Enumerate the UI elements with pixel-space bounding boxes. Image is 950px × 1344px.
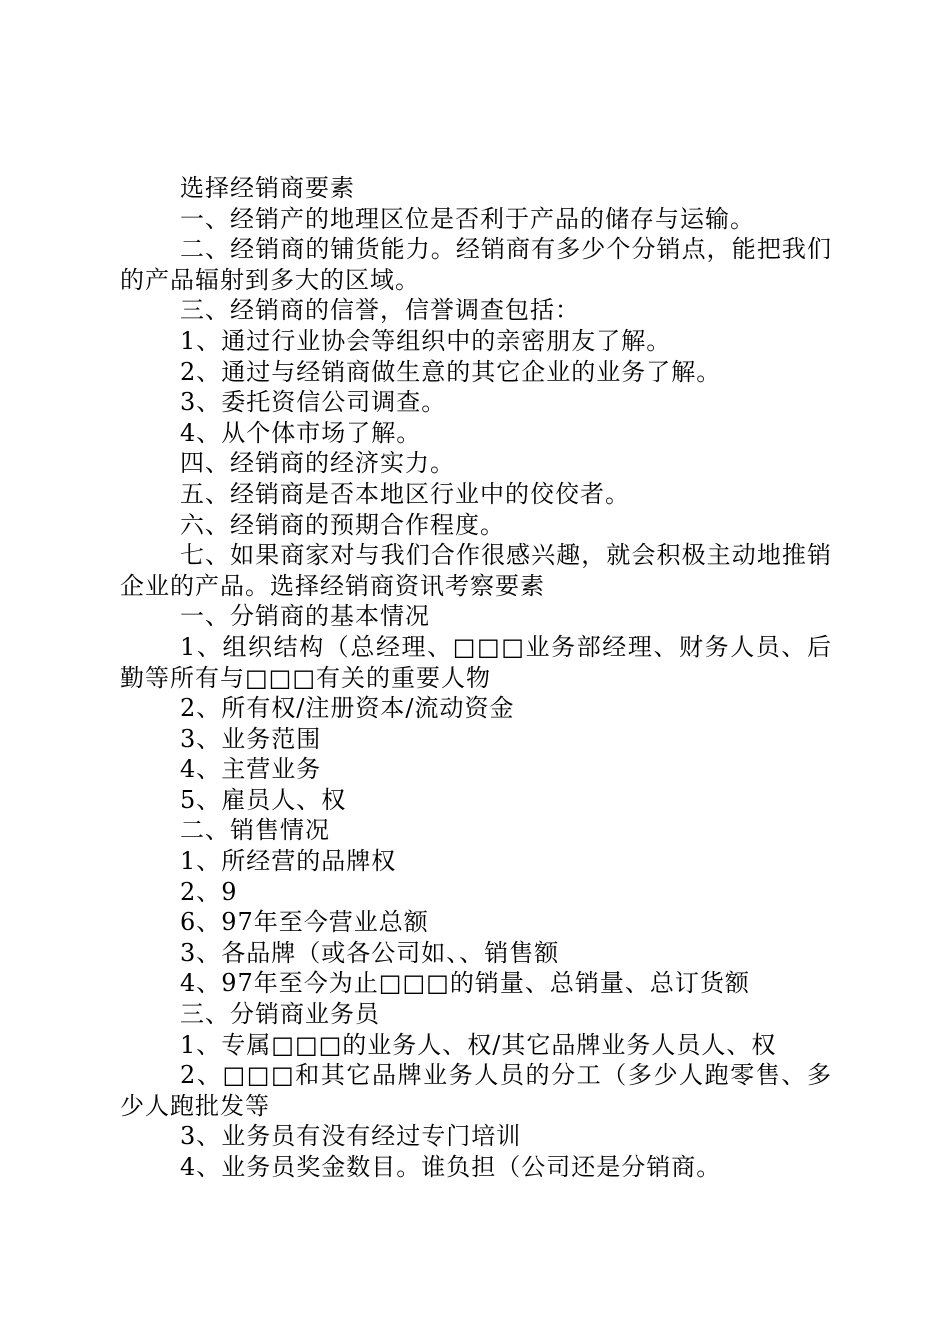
paragraph: 二、经销商的铺货能力。经销商有多少个分销点，能把我们的产品辐射到多大的区域。 [120, 235, 832, 294]
paragraph: 1、通过行业协会等组织中的亲密朋友了解。 [180, 326, 672, 355]
paragraph: 2、通过与经销商做生意的其它企业的业务了解。 [180, 357, 722, 386]
paragraph: 4、业务员奖金数目。谁负担（公司还是分销商。 [180, 1153, 722, 1181]
paragraph: 4、97年至今为止□□□的销量、总销量、总订货额 [180, 969, 750, 998]
paragraph: 1、组织结构（总经理、□□□业务部经理、财务人员、后勤等所有与□□□有关的重要人物 [120, 632, 832, 692]
document-body [120, 173, 832, 1183]
paragraph: 七、如果商家对与我们合作很感兴趣，就会积极主动地推销企业的产品。选择经销商资讯考察要素 [120, 541, 832, 600]
paragraph: 4、主营业务 [180, 755, 322, 784]
paragraph: 2、所有权/注册资本/流动资金 [180, 694, 515, 723]
paragraph: 三、分销商业务员 [180, 1000, 380, 1029]
paragraph: 5、雇员人、权 [180, 785, 347, 814]
paragraph: 3、业务范围 [180, 724, 322, 753]
paragraph: 2、□□□和其它品牌业务人员的分工（多少人跑零售、多少人跑批发等 [120, 1061, 832, 1120]
paragraph: 一、经销产的地理区位是否利于产品的储存与运输。 [180, 204, 755, 233]
paragraph: 4、从个体市场了解。 [180, 418, 422, 447]
paragraph: 一、分销商的基本情况 [180, 602, 430, 631]
paragraph: 三、经销商的信誉，信誉调查包括： [180, 296, 580, 325]
paragraph: 3、业务员有没有经过专门培训 [180, 1122, 522, 1151]
paragraph: 1、专属□□□的业务人、权/其它品牌业务人员人、权 [180, 1030, 777, 1059]
paragraph: 3、各品牌（或各公司如、、销售额 [180, 938, 560, 967]
paragraph: 二、销售情况 [180, 816, 330, 845]
paragraph: 3、委托资信公司调查。 [180, 388, 447, 417]
paragraph: 6、97年至今营业总额 [180, 908, 429, 937]
paragraph: 1、所经营的品牌权 [180, 847, 397, 876]
paragraph: 六、经销商的预期合作程度。 [180, 510, 505, 539]
paragraph: 四、经销商的经济实力。 [180, 449, 455, 478]
document-title: 选择经销商要素 [180, 174, 355, 202]
paragraph: 五、经销商是否本地区行业中的佼佼者。 [180, 479, 630, 508]
paragraph: 2、9 [180, 877, 238, 906]
